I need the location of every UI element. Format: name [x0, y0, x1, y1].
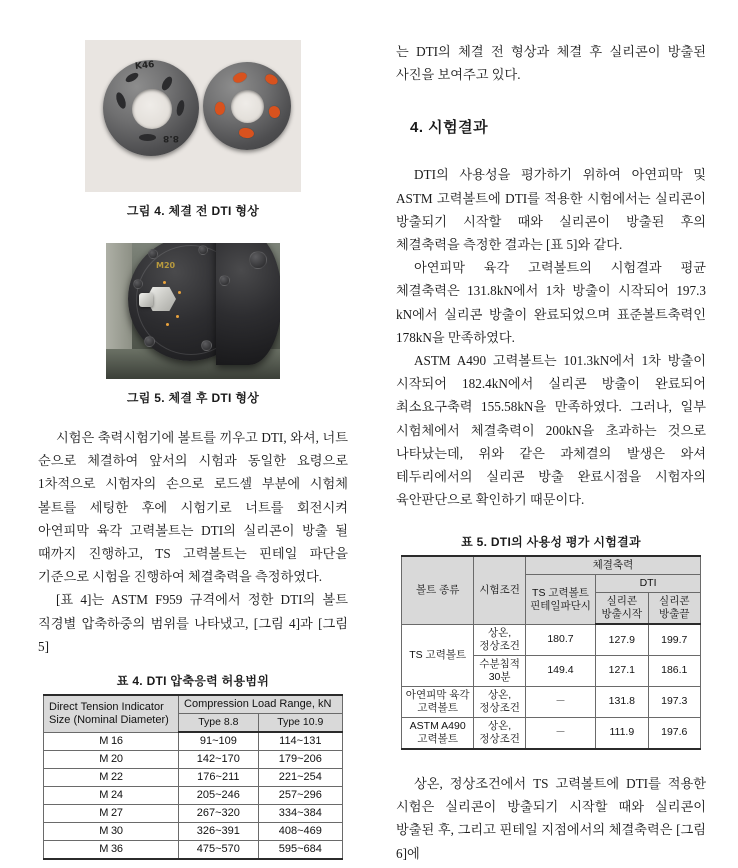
cell-silicone-start: 111.9: [596, 717, 648, 749]
table-row-header: [44, 695, 343, 714]
table-row: [44, 841, 343, 860]
cell-condition-line2: 정상조건: [479, 732, 520, 745]
figure-5-caption: 그림 5. 체결 후 DTI 형상: [126, 391, 260, 405]
header-test-condition: 시험조건: [474, 556, 526, 624]
flange-screw: [219, 275, 230, 286]
cell-type88: 176~211: [179, 769, 259, 787]
header-silicone-start-line1: 실리콘: [606, 595, 638, 608]
cell-type109: 595~684: [258, 841, 342, 860]
header-dti: DTI: [596, 575, 701, 593]
cell-bolt-type: [402, 717, 474, 749]
cell-size: M 16: [44, 732, 179, 751]
header-silicone-end-line1: 실리콘: [659, 595, 690, 608]
cell-type88: 142~170: [179, 751, 259, 769]
washer-stamp-grade: 8.8: [163, 133, 179, 143]
cell-condition: [474, 624, 526, 655]
table-row: [44, 732, 343, 751]
header-dti-size-line1: Direct Tension Indicator: [49, 700, 164, 713]
right-paragraph-2: 아연피막 육각 고력볼트의 시험결과 평균 체결축력은 131.8kN에서 1차 방출이 시작되어 197.3 kN에서 실리콘 방출이 완료되었으며 표준볼트축력인 178kN을 만족하였다.: [396, 260, 706, 345]
cell-bolt-type: TS 고력볼트: [402, 624, 474, 686]
header-silicone-start: [596, 593, 648, 625]
cell-type88: 205~246: [179, 787, 259, 805]
cell-condition-line2: 정상조건: [479, 701, 520, 714]
figure-4-photo: [85, 40, 301, 192]
table-row: [44, 805, 343, 823]
cell-condition-line1: 상온,: [488, 719, 512, 732]
flange-screw: [198, 245, 208, 255]
right-closing-paragraph: 상온, 정상조건에서 TS 고력볼트에 DTI를 적용한 시험은 실리콘이 방출되기 시작할 때와 실리콘이 방출된 후, 그리고 핀테일 지점에서의 체결축력은 [그림 6]에: [396, 775, 706, 861]
washer-extruded-hole: [231, 90, 264, 123]
cell-type88: 475~570: [179, 841, 259, 860]
flange-stamp-m20: M20: [156, 261, 176, 270]
table-dti-usability-results: [401, 555, 701, 750]
header-axial-force: 체결축력: [525, 556, 700, 575]
header-ts-bolt-line1: TS 고력볼트: [532, 586, 589, 599]
table-4-caption: 표 4. DTI 압축응력 허용범위: [116, 674, 270, 689]
cell-condition-line1: 상온,: [488, 688, 512, 701]
cell-condition: [474, 717, 526, 749]
washer-plain-hole: [132, 89, 172, 129]
cell-type109: 257~296: [258, 787, 342, 805]
cell-condition: [474, 655, 526, 686]
figure-5-photo: [106, 243, 280, 379]
rear-port: [249, 251, 267, 269]
cell-bolt-type-line1: ASTM A490: [409, 719, 466, 732]
cell-silicone-end: 199.7: [648, 624, 700, 655]
table-row: [402, 717, 701, 749]
cell-type109: 221~254: [258, 769, 342, 787]
header-ts-bolt-pintail: [525, 575, 595, 625]
cell-size: M 36: [44, 841, 179, 860]
cell-ts-bolt: －: [525, 717, 595, 749]
left-paragraph-1: 시험은 축력시험기에 볼트를 끼우고 DTI, 와셔, 너트 순으로 체결하여 앞서의 시험과 동일한 요령으로 1차적으로 시험자의 손으로 로드셀 부분에 시험체 볼트를 세팅한 후에 시험기로 너트를 회전시켜 아연피막 육각 고력볼트는 DTI의 실리콘이 방출 될 때까지 진행하고, TS 고력볼트는 핀테일 파단을 기준으로 시험을 진행하여 체결축력을 측정하였다.: [38, 430, 348, 585]
section-heading-results: 4. 시험결과: [410, 119, 489, 137]
flange-screw: [133, 279, 143, 289]
header-silicone-start-line2: 방출시작: [601, 608, 643, 621]
washer-stamp-k46: K46: [134, 60, 155, 72]
right-paragraph-1: DTI의 사용성을 평가하기 위하여 아연피막 및 ASTM 고력볼트에 DTI를 적용한 시험에서는 실리콘이 방출되기 시작할 때와 실리콘이 방출된 후의 체결축력을 측정한 결과는 [표 5]와 같다.: [396, 167, 706, 253]
cell-type88: 267~320: [179, 805, 259, 823]
right-paragraph-3: ASTM A490 고력볼트는 101.3kN에서 1차 방출이 시작되어 182.4kN에서 실리콘 방출이 완료되어 최소요구축력 155.58kN을 만족하였다. 그러나, 일부 시험체에서 체결축력이 200kN을 초과하는 것으로 나타났는데, 위와 같은 과체결의 발생은 와셔 테두리에서의 실리콘 방출 완료시점을 시험자의 육안판단으로 확인하기 때문이다.: [396, 353, 706, 508]
right-column: [396, 0, 706, 865]
cell-type109: 179~206: [258, 751, 342, 769]
flange-screw: [144, 336, 155, 347]
table-row: [44, 751, 343, 769]
silicone-dot: [166, 323, 169, 326]
cell-ts-bolt: 180.7: [525, 624, 595, 655]
cell-size: M 20: [44, 751, 179, 769]
cell-size: M 30: [44, 823, 179, 841]
cell-silicone-start: 131.8: [596, 686, 648, 717]
bolt-shank: [139, 293, 153, 307]
table-5-block: [396, 533, 706, 750]
header-type-8-8: Type 8.8: [179, 714, 259, 733]
figure-4-caption: 그림 4. 체결 전 DTI 형상: [126, 204, 260, 218]
silicone-dot: [176, 315, 179, 318]
cell-condition-line1: 상온,: [488, 626, 512, 639]
flange-screw: [148, 249, 158, 259]
silicone-dot: [163, 281, 166, 284]
cell-bolt-type: [402, 686, 474, 717]
cell-condition-line1: 수분침적: [479, 657, 520, 670]
header-ts-bolt-line2: 핀테일파단시: [530, 599, 591, 612]
table-row: [402, 624, 701, 655]
cell-ts-bolt: －: [525, 686, 595, 717]
header-dti-size: [44, 695, 179, 732]
cell-size: M 27: [44, 805, 179, 823]
header-compression-load-range: Compression Load Range, kN: [179, 695, 343, 714]
cell-type109: 334~384: [258, 805, 342, 823]
cell-bolt-type-line2: 고력볼트: [417, 701, 458, 714]
cell-condition: [474, 686, 526, 717]
cell-ts-bolt: 149.4: [525, 655, 595, 686]
header-type-10-9: Type 10.9: [258, 714, 342, 733]
header-silicone-end: [648, 593, 700, 625]
cell-bolt-type-line1: 아연피막 육각: [405, 688, 470, 701]
cell-size: M 24: [44, 787, 179, 805]
header-dti-size-line2: Size (Nominal Diameter): [49, 713, 169, 726]
table-row: [44, 823, 343, 841]
table-row: [402, 686, 701, 717]
cell-silicone-end: 197.6: [648, 717, 700, 749]
table-4-block: [38, 672, 348, 860]
header-silicone-end-line2: 방출끝: [659, 608, 690, 621]
flange-screw: [201, 340, 212, 351]
cell-silicone-end: 197.3: [648, 686, 700, 717]
silicone-dot: [178, 291, 181, 294]
cell-silicone-start: 127.1: [596, 655, 648, 686]
table-5-caption: 표 5. DTI의 사용성 평가 시험결과: [461, 535, 641, 550]
cell-bolt-type-line2: 고력볼트: [417, 732, 458, 745]
figure-4: [38, 40, 348, 219]
left-paragraph-2: [표 4]는 ASTM F959 규격에서 정한 DTI의 볼트 직경별 압축하중의 범위를 나타냈고, [그림 4]과 [그림 5]: [38, 592, 348, 654]
header-bolt-type: 볼트 종류: [402, 556, 474, 624]
cell-condition-line2: 30분: [488, 670, 511, 683]
flange-rear-body: [216, 243, 280, 365]
table-row-header: [402, 556, 701, 575]
table-dti-compression-range: [43, 694, 343, 860]
cell-silicone-start: 127.9: [596, 624, 648, 655]
washer-bump: [139, 134, 156, 141]
table-row: [44, 769, 343, 787]
cell-type88: 91~109: [179, 732, 259, 751]
cell-type109: 408~469: [258, 823, 342, 841]
cell-condition-line2: 정상조건: [479, 639, 520, 652]
cell-silicone-end: 186.1: [648, 655, 700, 686]
figure-5: [38, 243, 348, 406]
cell-size: M 22: [44, 769, 179, 787]
cell-type109: 114~131: [258, 732, 342, 751]
left-column: [38, 0, 348, 860]
right-paragraph-continued: 는 DTI의 체결 전 형상과 체결 후 실리콘이 방출된 사진을 보여주고 있다.: [396, 44, 706, 83]
cell-type88: 326~391: [179, 823, 259, 841]
table-row: [44, 787, 343, 805]
